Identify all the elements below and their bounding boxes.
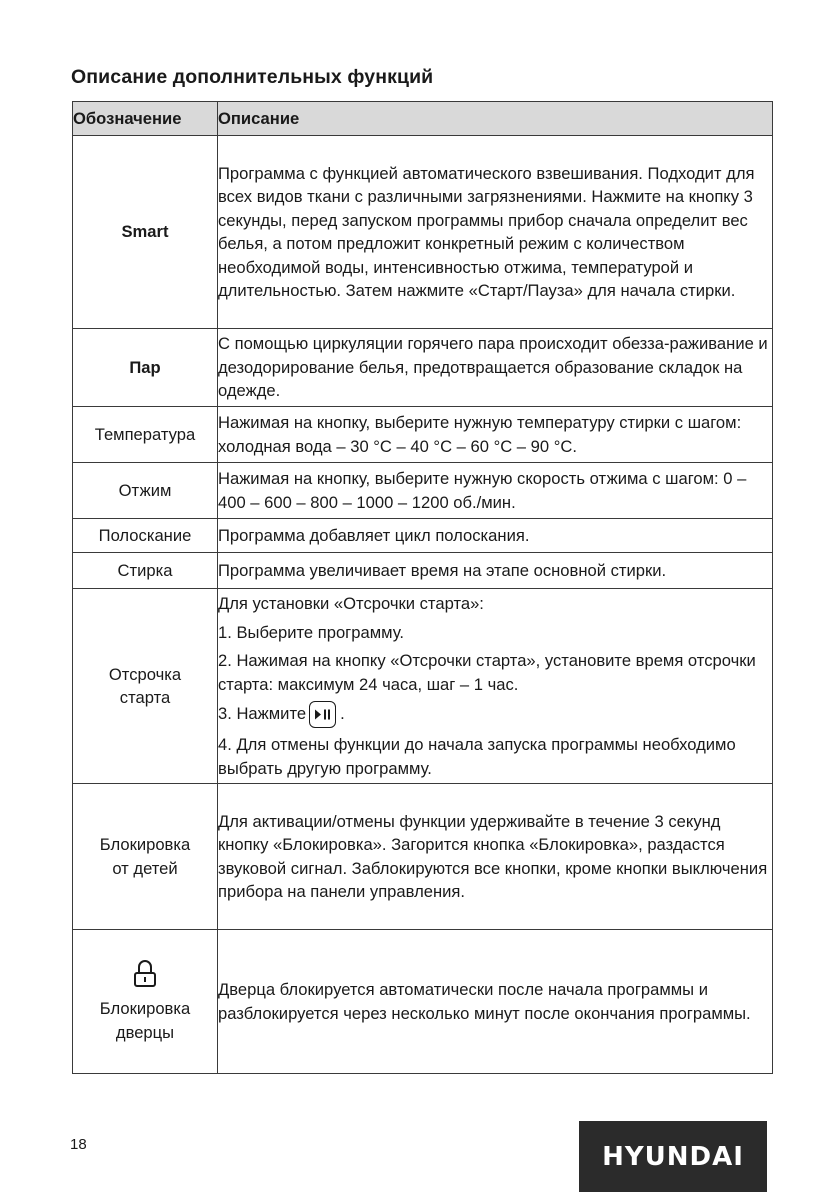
row-description bbox=[218, 589, 773, 784]
row-description: Программа увеличивает время на этапе основной стирки. bbox=[218, 553, 773, 589]
delay-line-2: 1. Выберите программу. bbox=[218, 622, 404, 642]
delay-line-4 bbox=[218, 701, 772, 728]
row-name: Smart bbox=[73, 136, 218, 329]
delay-line-1: Для установки «Отсрочки старта»: bbox=[218, 594, 484, 613]
row-description: С помощью циркуляции горячего пара происходит обезза-раживание и дезодорирование белья, предотвращается образование складок на одежде. bbox=[218, 329, 773, 407]
table-row bbox=[73, 784, 773, 930]
row-description: Программа добавляет цикл полоскания. bbox=[218, 519, 773, 553]
row-name: Стирка bbox=[73, 553, 218, 589]
brand-logo: HYUNDAI bbox=[579, 1121, 767, 1192]
page-number: 18 bbox=[70, 1136, 87, 1153]
row-name bbox=[73, 589, 218, 784]
functions-table bbox=[72, 101, 773, 1074]
header-name: Обозначение bbox=[73, 102, 218, 136]
delay-line-4-text: 3. Нажмите bbox=[218, 703, 307, 723]
row-description: Нажимая на кнопку, выберите нужную скорость отжима с шагом: 0 – 400 – 600 – 800 – 1000 – 1200 об./мин. bbox=[218, 463, 773, 519]
row-name bbox=[73, 930, 218, 1074]
table-row bbox=[73, 553, 773, 589]
row-name-line1: Отсрочка bbox=[108, 664, 182, 684]
row-name bbox=[73, 784, 218, 930]
row-name-line2: старта bbox=[119, 688, 171, 707]
table-row bbox=[73, 136, 773, 329]
row-name: Отжим bbox=[73, 463, 218, 519]
table-row bbox=[73, 463, 773, 519]
header-description: Описание bbox=[218, 102, 773, 136]
table-row bbox=[73, 930, 773, 1074]
row-name: Полоскание bbox=[73, 519, 218, 553]
delay-line-5: 4. Для отмены функции до начала запуска программы необходимо выбрать другую программу. bbox=[218, 735, 736, 778]
row-description: Для активации/отмены функции удерживайте в течение 3 секунд кнопку «Блокировка». Загорится кнопка «Блокировка», раздастся звуковой сигнал. Заблокируются все кнопки, кроме кнопки выключения прибора на панели управления. bbox=[218, 784, 773, 930]
table-row bbox=[73, 407, 773, 463]
row-name-line2: дверцы bbox=[115, 1022, 175, 1042]
table-row bbox=[73, 589, 773, 784]
row-description: Дверца блокируется автоматически после начала программы и разблокируется через несколько минут после окончания программы. bbox=[218, 930, 773, 1074]
table-header-row bbox=[73, 102, 773, 136]
delay-line-4-end: . bbox=[340, 703, 345, 723]
row-name: Температура bbox=[73, 407, 218, 463]
row-name: Пар bbox=[73, 329, 218, 407]
row-description: Программа с функцией автоматического взвешивания. Подходит для всех видов ткани с различными загрязнениями. Нажмите на кнопку 3 секунды, перед запуском программы прибор сначала определит вес белья, а потом предложит конкретный режим с количеством необходимой воды, интенсивностью отжима, температурой и длительностью. Затем нажмите «Старт/Пауза» для начала стирки. bbox=[218, 136, 773, 329]
row-name-line1: Блокировка bbox=[99, 835, 191, 854]
row-name-line2: от детей bbox=[112, 858, 178, 878]
row-description: Нажимая на кнопку, выберите нужную температуру стирки с шагом: холодная вода – 30 °С – 40 °С – 60 °С – 90 °С. bbox=[218, 407, 773, 463]
delay-line-3: 2. Нажимая на кнопку «Отсрочки старта», установите время отсрочки старта: максимум 24 часа, шаг – 1 час. bbox=[218, 651, 756, 694]
page-title: Описание дополнительных функций bbox=[71, 66, 434, 88]
play-pause-icon bbox=[309, 701, 336, 728]
row-name-line1: Блокировка bbox=[99, 999, 191, 1018]
table-row bbox=[73, 519, 773, 553]
table-row bbox=[73, 329, 773, 407]
lock-icon bbox=[132, 959, 158, 991]
